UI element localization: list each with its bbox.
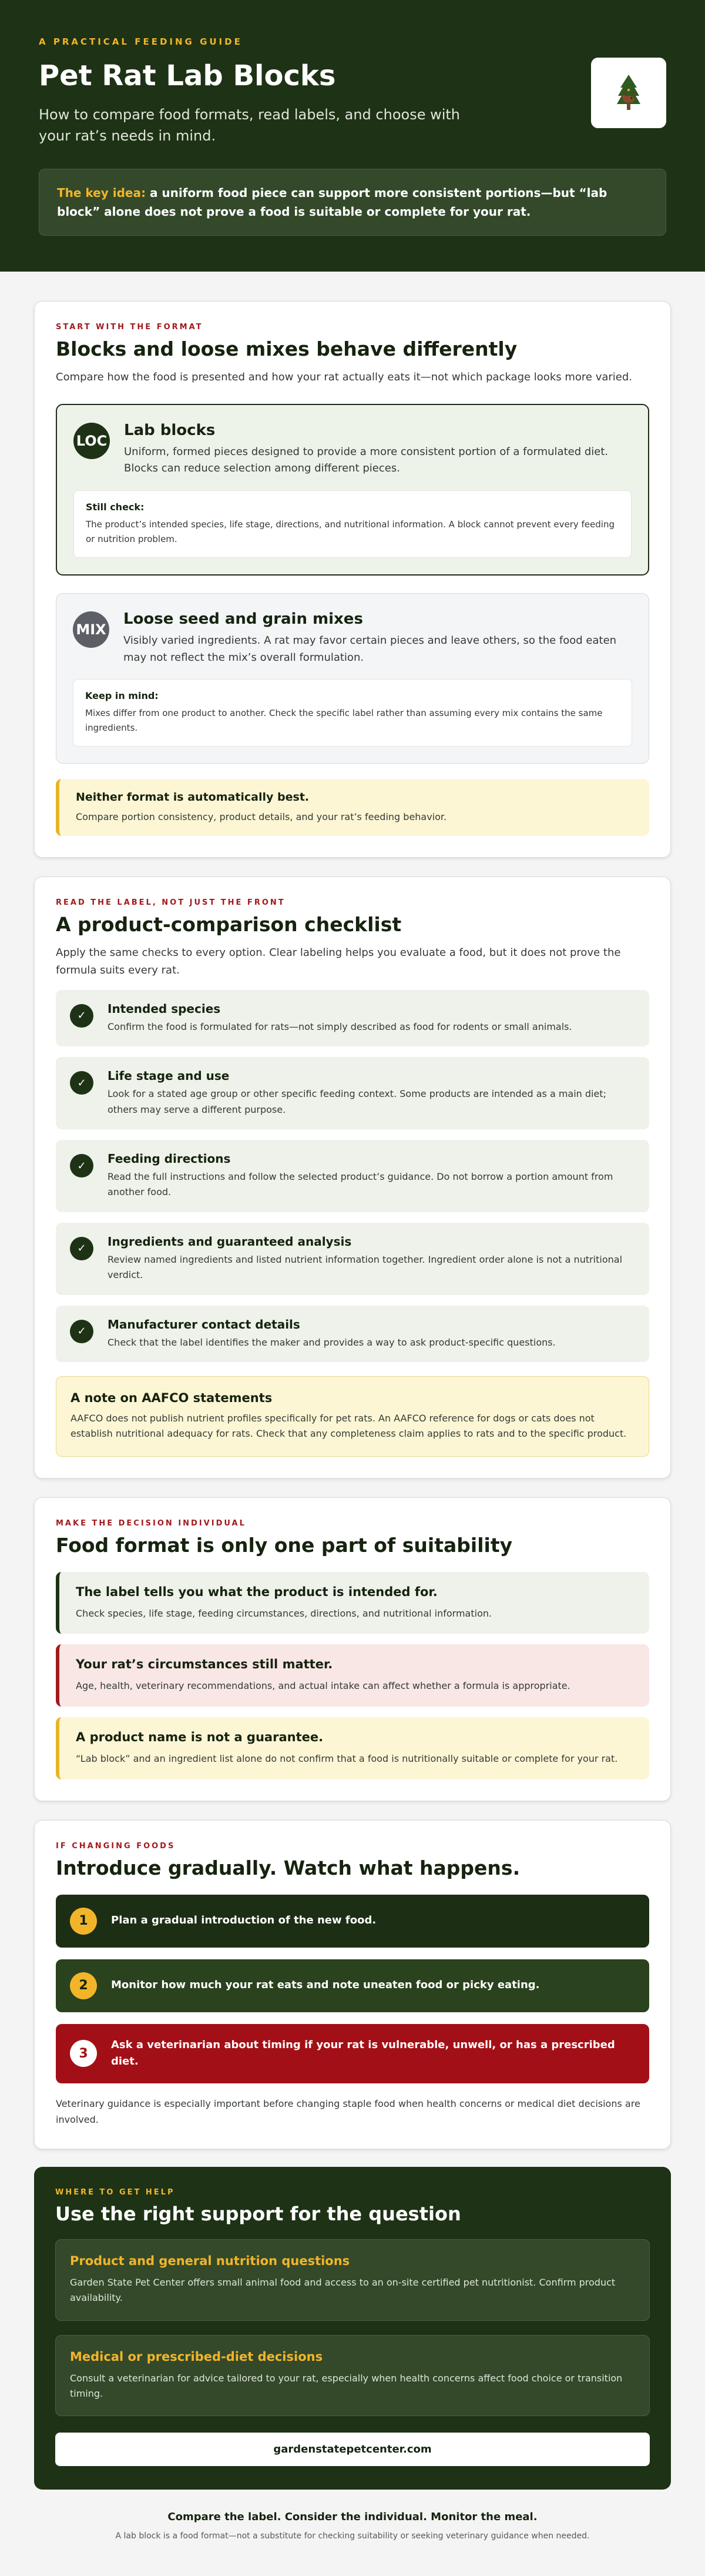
checklist-item-title: Intended species xyxy=(108,1001,221,1016)
footer xyxy=(0,2490,705,2576)
footer-disclaimer: A lab block is a food format—not a substitute for checking suitability or seeking veterinary guidance when needed. xyxy=(115,2531,590,2541)
step-text: Monitor how much your rat eats and note uneaten food or picky eating. xyxy=(111,1979,540,1992)
lab-blocks-note-title: Still check: xyxy=(86,501,145,513)
checklist-item-title: Ingredients and guaranteed analysis xyxy=(108,1234,352,1249)
formats-section xyxy=(34,301,671,858)
aafco-note xyxy=(56,1376,649,1457)
changing-foods-section xyxy=(34,1820,671,2149)
loose-mix-note-title: Keep in mind: xyxy=(85,690,159,702)
step-item xyxy=(56,2024,649,2084)
checklist-item-title: Life stage and use xyxy=(108,1069,230,1083)
section-intro: Compare how the food is presented and how your rat actually eats it—not which package looks more varied. xyxy=(56,371,632,383)
checklist-section xyxy=(34,876,671,1478)
checklist-item xyxy=(56,1057,649,1129)
aafco-note-text: AAFCO does not publish nutrient profiles specifically for pet rats. An AAFCO reference for dogs or cats does not establish nutritional adequacy for rats. Check that any completeness claim applies to rats and to the specific product. xyxy=(70,1412,627,1440)
format-callout-title: Neither format is automatically best. xyxy=(76,790,310,804)
lab-blocks-title: Lab blocks xyxy=(124,421,216,439)
checklist-item-title: Feeding directions xyxy=(108,1152,231,1166)
checklist-item xyxy=(56,990,649,1046)
section-title: Food format is only one part of suitability xyxy=(56,1533,513,1557)
checklist-item-text: Look for a stated age group or other specific feeding context. Some products are intended as a main diet; others may serve a different purpose. xyxy=(108,1088,606,1115)
step-text: Plan a gradual introduction of the new food. xyxy=(111,1914,377,1927)
help-item xyxy=(55,2239,650,2321)
format-callout xyxy=(56,779,649,837)
checklist-item xyxy=(56,1223,649,1295)
check-icon: ✓ xyxy=(70,1320,93,1343)
step-number: 1 xyxy=(70,1908,97,1935)
help-section xyxy=(34,2167,671,2490)
checklist-item-text: Read the full instructions and follow the selected product’s guidance. Do not borrow a portion amount from another food. xyxy=(108,1171,613,1198)
checklist-item-text: Review named ingredients and listed nutrient information together. Ingredient order alone is not a nutritional verdict. xyxy=(108,1253,623,1281)
footer-tagline: Compare the label. Consider the individual. Monitor the meal. xyxy=(167,2511,538,2524)
checklist-item xyxy=(56,1140,649,1212)
help-item-text: Consult a veterinarian for advice tailored to your rat, especially when health concerns affect food choice or transition timing. xyxy=(70,2372,623,2400)
check-icon: ✓ xyxy=(70,1004,93,1028)
format-callout-text: Compare portion consistency, product details, and your rat’s feeding behavior. xyxy=(76,811,447,822)
section-title: Blocks and loose mixes behave differently xyxy=(56,337,518,360)
section-intro: Apply the same checks to every option. Clear labeling helps you evaluate a food, but it does not prove the formula suits every rat. xyxy=(56,946,621,977)
suitability-item-text: Check species, life stage, feeding circumstances, directions, and nutritional information. xyxy=(76,1607,492,1619)
loose-mix-title: Loose seed and grain mixes xyxy=(123,610,363,628)
page-title: Pet Rat Lab Blocks xyxy=(39,59,336,92)
key-idea-box xyxy=(39,169,666,236)
section-eyebrow: READ THE LABEL, NOT JUST THE FRONT xyxy=(56,898,286,908)
step-number: 3 xyxy=(70,2040,97,2067)
suitability-item xyxy=(56,1717,649,1779)
suitability-item-title: A product name is not a guarantee. xyxy=(76,1729,324,1744)
hero-eyebrow: A PRACTICAL FEEDING GUIDE xyxy=(39,36,243,47)
help-item-title: Product and general nutrition questions xyxy=(70,2253,350,2268)
help-item-title: Medical or prescribed-diet decisions xyxy=(70,2349,323,2364)
section-eyebrow: IF CHANGING FOODS xyxy=(56,1841,176,1851)
suitability-item xyxy=(56,1572,649,1634)
step-number: 2 xyxy=(70,1972,97,1999)
suitability-item-title: Your rat’s circumstances still matter. xyxy=(76,1657,333,1672)
suitability-section xyxy=(34,1497,671,1801)
changing-closing-text: Veterinary guidance is especially important before changing staple food when health concerns or medical diet decisions are involved. xyxy=(56,2098,640,2125)
key-idea-label: The key idea: xyxy=(57,186,146,200)
website-link[interactable]: gardenstatepetcenter.com xyxy=(55,2433,650,2466)
loose-mix-note xyxy=(73,679,632,747)
lab-blocks-note-text: The product’s intended species, life stage, directions, and nutritional information. A block cannot prevent every feeding or nutrition problem. xyxy=(86,519,615,545)
suitability-item xyxy=(56,1644,649,1707)
hero-subtitle: How to compare food formats, read labels, and choose with your rat’s needs in mind. xyxy=(39,106,461,145)
step-item xyxy=(56,1895,649,1948)
lab-blocks-note xyxy=(73,490,632,558)
lab-blocks-badge: LOC xyxy=(73,423,110,459)
rat-logo-icon xyxy=(611,72,646,113)
lab-blocks-card xyxy=(56,404,649,576)
suitability-item-text: Age, health, veterinary recommendations, and actual intake can affect whether a formula is appropriate. xyxy=(76,1680,570,1692)
checklist-item-title: Manufacturer contact details xyxy=(108,1317,300,1332)
step-item xyxy=(56,1959,649,2012)
lab-blocks-desc: Uniform, formed pieces designed to provide a more consistent portion of a formulated diet. Blocks can reduce selection among different pieces. xyxy=(124,445,609,475)
step-text: Ask a veterinarian about timing if your rat is vulnerable, unwell, or has a prescribed diet. xyxy=(111,2038,615,2068)
section-title: Introduce gradually. Watch what happens. xyxy=(56,1856,521,1879)
key-idea-text: a uniform food piece can support more consistent portions—but “lab block” alone does not prove a food is suitable or complete for your rat. xyxy=(57,186,607,219)
loose-mix-note-text: Mixes differ from one product to another. Check the specific label rather than assuming every mix contains the same ingredients. xyxy=(85,708,603,734)
help-eyebrow: WHERE TO GET HELP xyxy=(55,2187,175,2197)
hero-banner xyxy=(0,0,705,272)
checklist-item xyxy=(56,1306,649,1362)
loose-mix-card xyxy=(56,593,649,764)
help-item-text: Garden State Pet Center offers small animal food and access to an on-site certified pet nutritionist. Confirm product availability. xyxy=(70,2276,616,2304)
checklist-item-text: Check that the label identifies the maker and provides a way to ask product-specific questions. xyxy=(108,1336,556,1348)
section-eyebrow: MAKE THE DECISION INDIVIDUAL xyxy=(56,1518,246,1528)
check-icon: ✓ xyxy=(70,1154,93,1177)
help-title: Use the right support for the question xyxy=(55,2202,461,2225)
suitability-item-title: The label tells you what the product is intended for. xyxy=(76,1584,438,1599)
section-title: A product-comparison checklist xyxy=(56,913,402,936)
help-item xyxy=(55,2335,650,2417)
loose-mix-badge: MIX xyxy=(73,611,109,648)
suitability-item-text: “Lab block” and an ingredient list alone do not confirm that a food is nutritionally suitable or complete for your rat. xyxy=(76,1752,618,1764)
logo xyxy=(591,58,666,128)
aafco-note-title: A note on AAFCO statements xyxy=(70,1390,273,1405)
checklist-item-text: Confirm the food is formulated for rats—not simply described as food for rodents or small animals. xyxy=(108,1021,572,1032)
check-icon: ✓ xyxy=(70,1237,93,1260)
section-eyebrow: START WITH THE FORMAT xyxy=(56,323,203,332)
check-icon: ✓ xyxy=(70,1071,93,1095)
loose-mix-desc: Visibly varied ingredients. A rat may favor certain pieces and leave others, so the food eaten may not reflect the mix’s overall formulation. xyxy=(123,634,617,664)
